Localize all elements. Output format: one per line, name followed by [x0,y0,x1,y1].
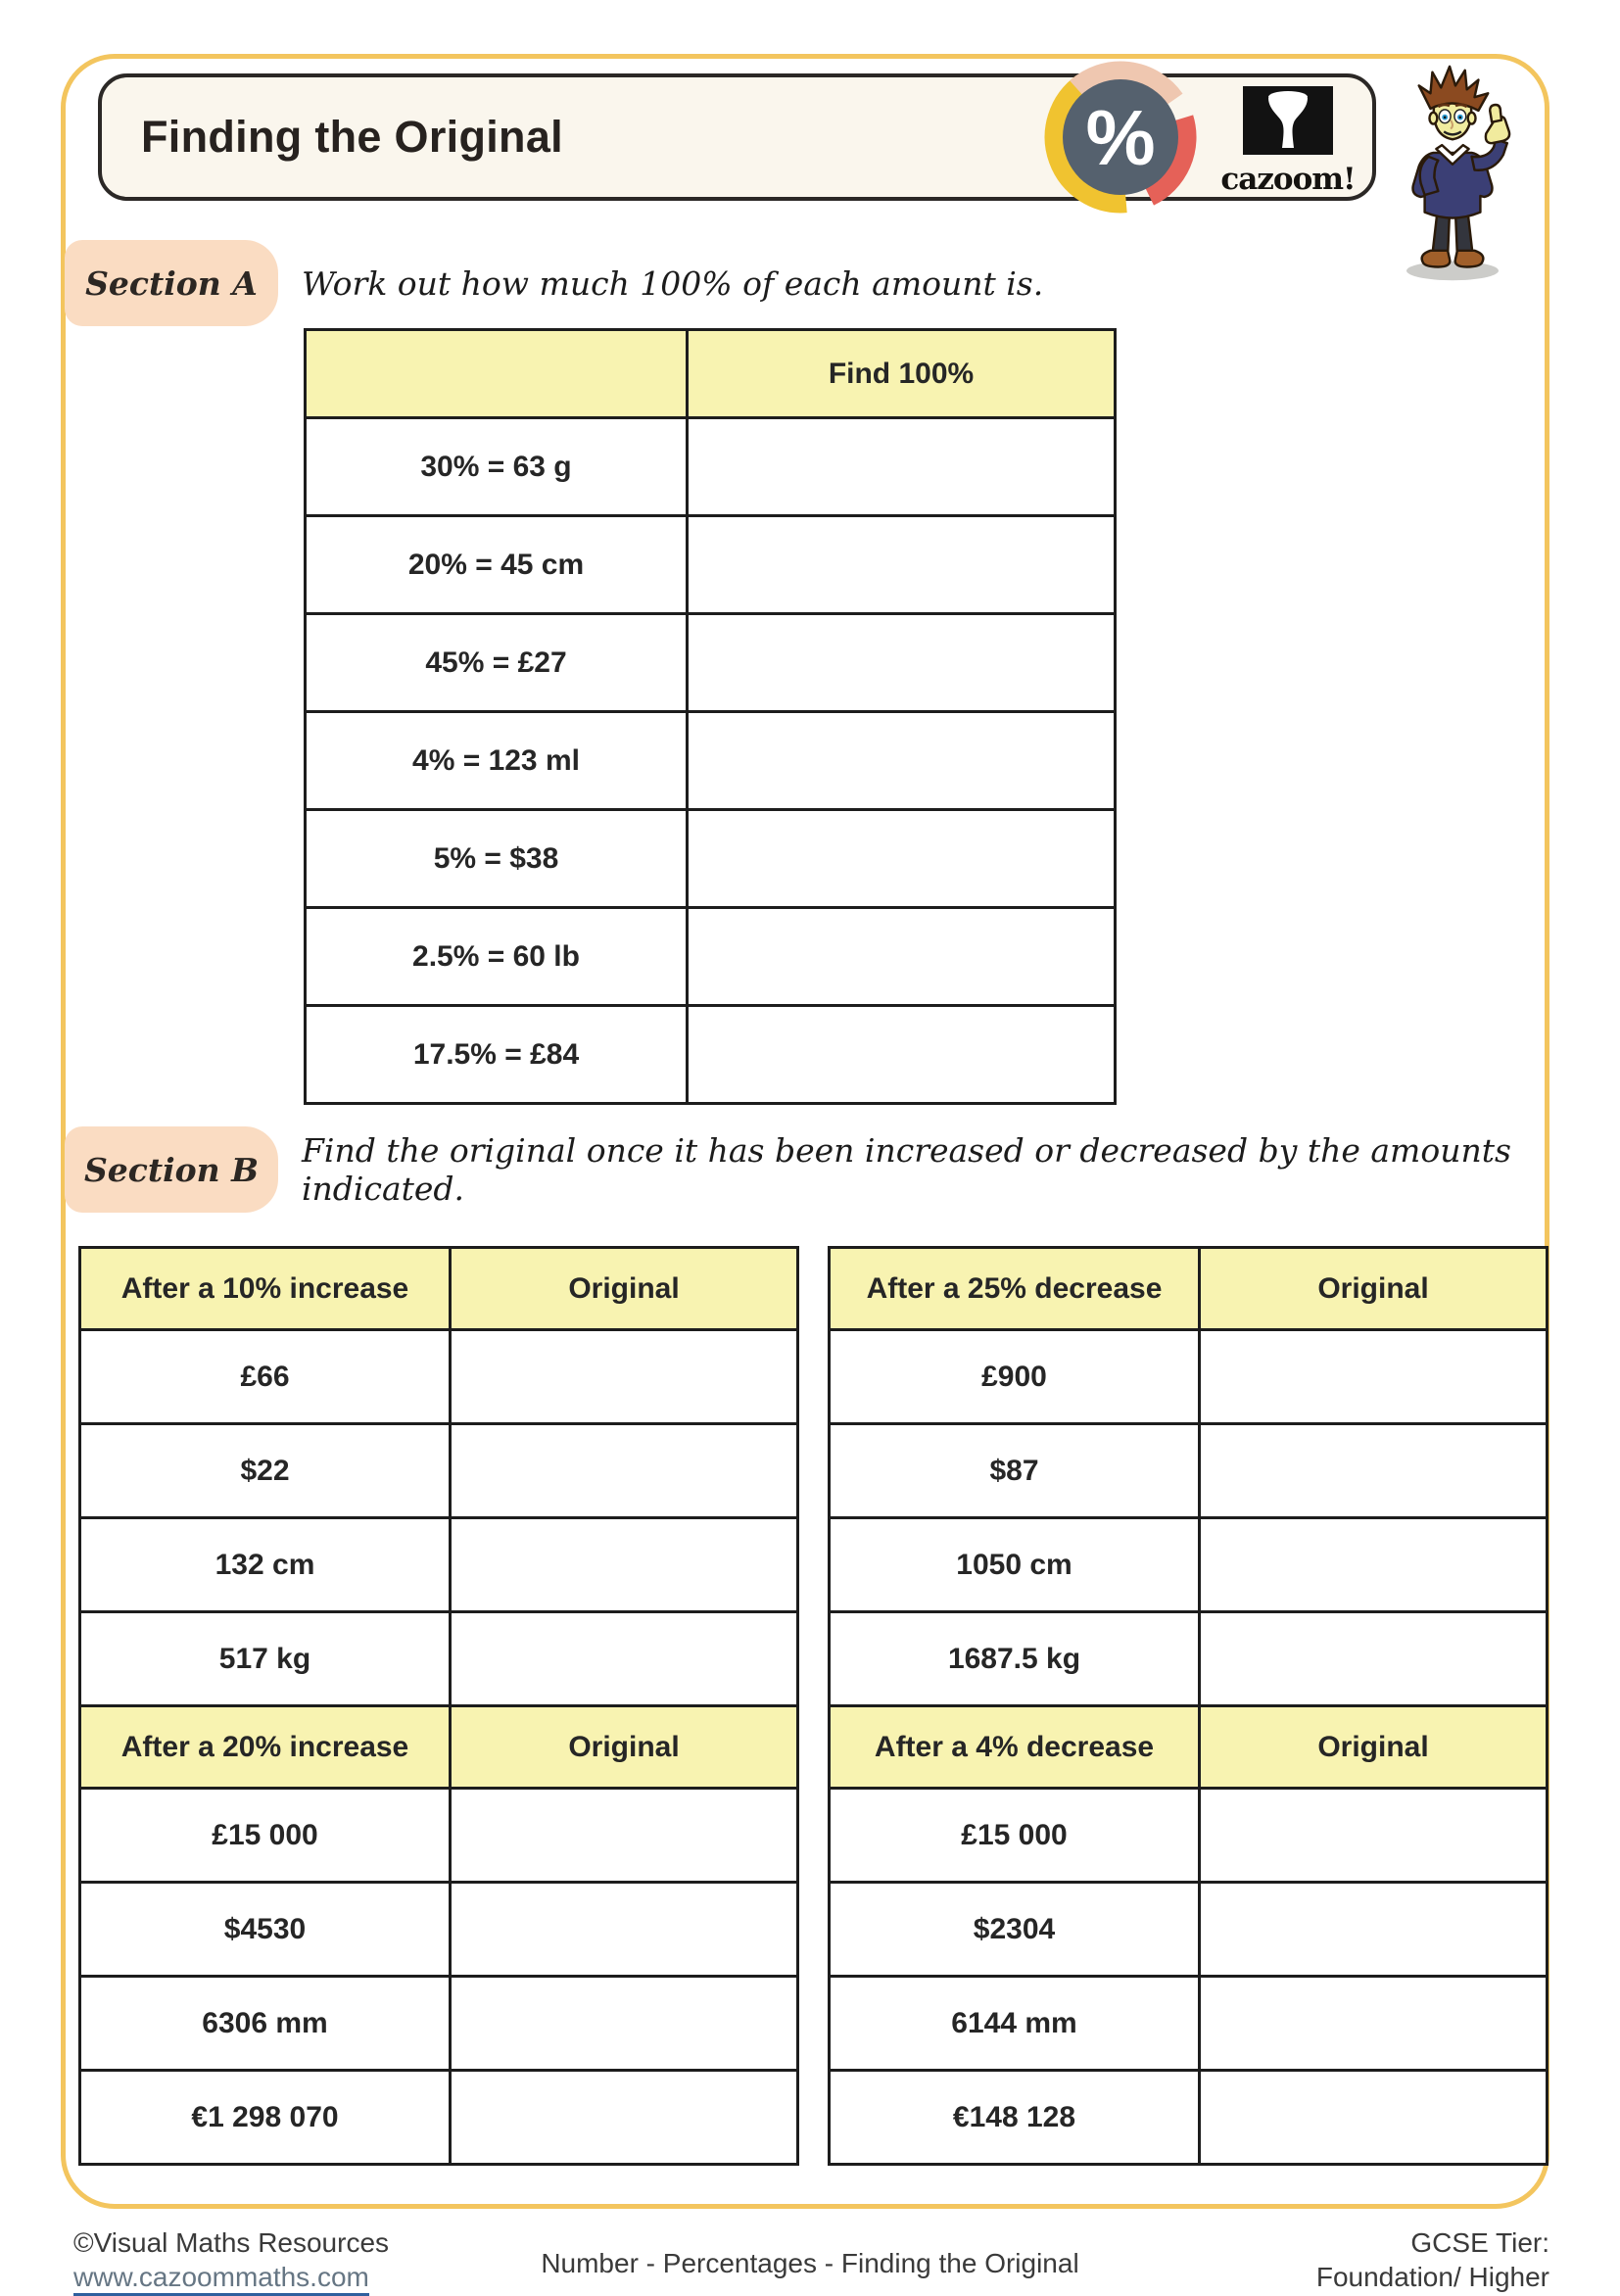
question-cell: 5% = $38 [306,810,688,908]
question-cell: 45% = £27 [306,614,688,712]
question-cell: 1050 cm [830,1518,1200,1612]
section-b-label: Section B [65,1126,278,1213]
footer-right [1316,2225,1549,2294]
answer-cell[interactable] [1200,1883,1548,1977]
answer-cell[interactable] [688,810,1116,908]
table-row [80,1518,798,1612]
table-row [80,1883,798,1977]
table-header-row [306,330,1116,418]
table-row [306,614,1116,712]
question-cell: 4% = 123 ml [306,712,688,810]
table-row [80,1424,798,1518]
section-b-table-4-decrease [828,1704,1549,2166]
original-header-cell: Original [451,1248,798,1330]
table-row [306,810,1116,908]
section-a-label: Section A [65,240,278,326]
blank-header-cell [306,330,688,418]
question-cell: $87 [830,1424,1200,1518]
condition-header-cell: After a 4% decrease [830,1706,1200,1789]
question-cell: 132 cm [80,1518,451,1612]
answer-cell[interactable] [1200,1518,1548,1612]
answer-cell[interactable] [451,1883,798,1977]
section-b-table-10-increase [78,1246,799,1707]
question-cell: 2.5% = 60 lb [306,908,688,1006]
table-row [80,2071,798,2165]
answer-cell[interactable] [451,1977,798,2071]
question-cell: 1687.5 kg [830,1612,1200,1706]
cazoom-brand-text: cazoom! [1220,162,1356,197]
condition-header-cell: After a 25% decrease [830,1248,1200,1330]
question-cell: 6306 mm [80,1977,451,2071]
answer-cell[interactable] [451,1518,798,1612]
table-header-row [80,1248,798,1330]
question-cell: £900 [830,1330,1200,1424]
section-b-table-25-decrease [828,1246,1549,1707]
table-header-row [830,1248,1548,1330]
question-cell: £66 [80,1330,451,1424]
table-header-row [830,1706,1548,1789]
question-cell: €148 128 [830,2071,1200,2165]
question-cell: 517 kg [80,1612,451,1706]
copyright-text: ©Visual Maths Resources [73,2227,390,2258]
answer-cell[interactable] [688,712,1116,810]
answer-cell[interactable] [688,418,1116,516]
answer-cell[interactable] [1200,1424,1548,1518]
drum-icon [1243,86,1333,155]
question-cell: $2304 [830,1883,1200,1977]
question-cell: £15 000 [80,1789,451,1883]
question-cell: 6144 mm [830,1977,1200,2071]
answer-cell[interactable] [1200,1789,1548,1883]
table-row [830,1883,1548,1977]
answer-cell[interactable] [1200,1612,1548,1706]
table-row [80,1612,798,1706]
original-header-cell: Original [1200,1248,1548,1330]
question-cell: 20% = 45 cm [306,516,688,614]
table-row [830,1612,1548,1706]
gcse-tier-label: GCSE Tier: [1410,2227,1549,2258]
website-link[interactable]: www.cazoommaths.com [73,2262,369,2296]
table-row [80,1977,798,2071]
table-row [80,1330,798,1424]
answer-cell[interactable] [688,1006,1116,1104]
question-cell: 30% = 63 g [306,418,688,516]
table-row [830,1330,1548,1424]
answer-cell[interactable] [451,1424,798,1518]
question-cell: 17.5% = £84 [306,1006,688,1104]
answer-cell[interactable] [451,1612,798,1706]
question-cell: £15 000 [830,1789,1200,1883]
gcse-tier-value: Foundation/ Higher [1315,2262,1549,2292]
table-row [306,712,1116,810]
table-row [306,1006,1116,1104]
table-row [830,2071,1548,2165]
section-b-instruction: Find the original once it has been increased or decreased by the amounts indicated. [302,1131,1511,1208]
condition-header-cell: After a 10% increase [80,1248,451,1330]
page-title: Finding the Original [141,112,563,162]
original-header-cell: Original [451,1706,798,1789]
answer-cell[interactable] [1200,1330,1548,1424]
table-row [306,908,1116,1006]
table-row [830,1518,1548,1612]
table-header-row [80,1706,798,1789]
answer-cell[interactable] [1200,2071,1548,2165]
footer-topic-text: Number - Percentages - Finding the Original [541,2248,1079,2278]
section-a-instruction: Work out how much 100% of each amount is. [302,263,1044,303]
cazoom-logo [1215,86,1361,197]
answer-cell[interactable] [451,2071,798,2165]
answer-cell[interactable] [451,1789,798,1883]
question-cell: $22 [80,1424,451,1518]
question-cell: $4530 [80,1883,451,1977]
table-row [830,1424,1548,1518]
condition-header-cell: After a 20% increase [80,1706,451,1789]
section-a-table [304,328,1117,1105]
section-b-table-20-increase [78,1704,799,2166]
answer-cell[interactable] [688,908,1116,1006]
original-header-cell: Original [1200,1706,1548,1789]
table-row [830,1977,1548,2071]
table-row [830,1789,1548,1883]
table-row [306,516,1116,614]
table-row [306,418,1116,516]
percent-glyph: % [1085,94,1156,181]
percent-badge-icon [1032,49,1209,225]
answer-cell[interactable] [1200,1977,1548,2071]
answer-cell[interactable] [688,516,1116,614]
table-row [80,1789,798,1883]
answer-cell[interactable] [688,614,1116,712]
find-100-header-cell: Find 100% [688,330,1116,418]
question-cell: €1 298 070 [80,2071,451,2165]
answer-cell[interactable] [451,1330,798,1424]
